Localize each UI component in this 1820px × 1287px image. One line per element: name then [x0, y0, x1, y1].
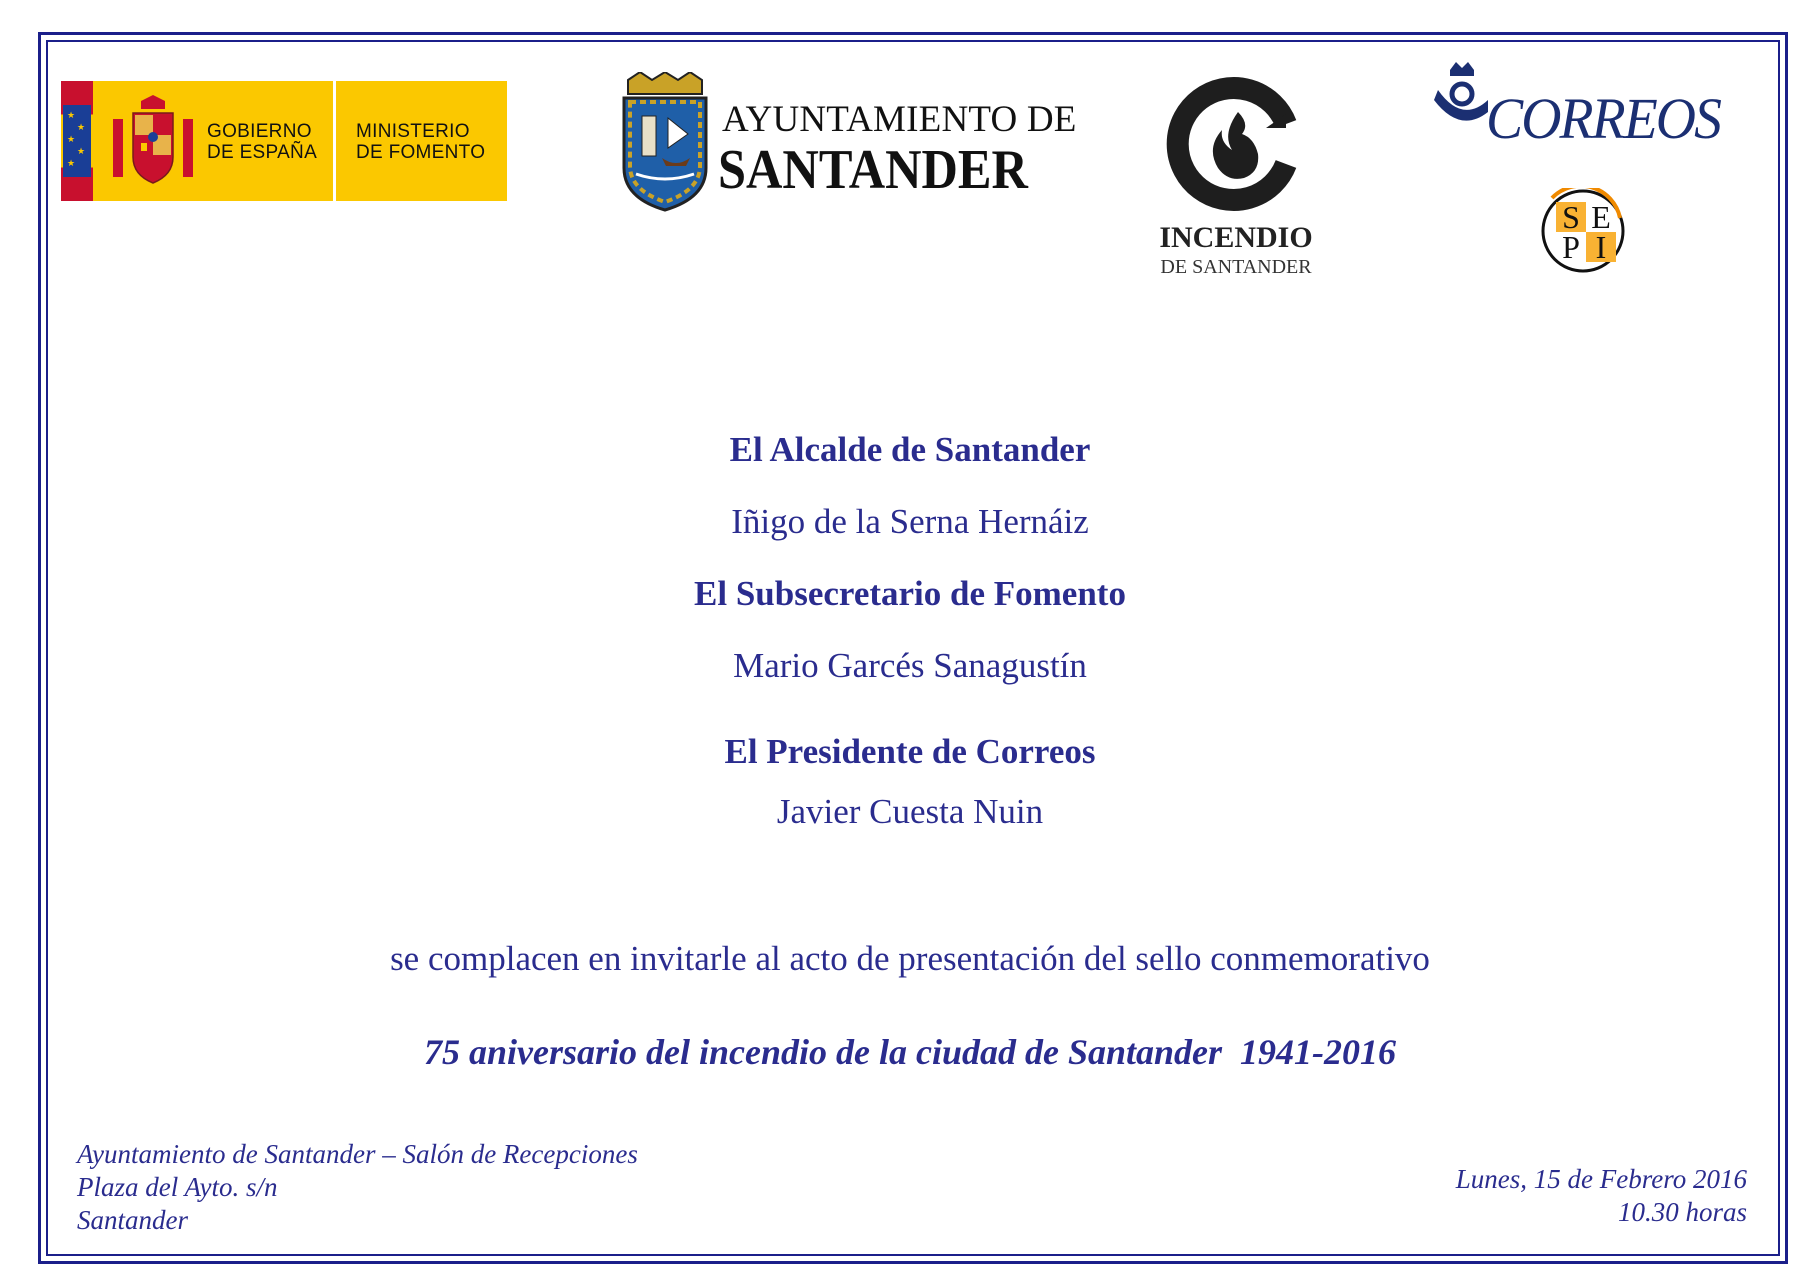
host-name-subsecretario: Mario Garcés Sanagustín: [733, 646, 1087, 685]
venue-block: [77, 1138, 638, 1237]
santander-text: SANTANDER: [718, 139, 1028, 201]
sepi-letter-e: E: [1591, 199, 1611, 235]
ministerio-text: MINISTERIO DE FOMENTO: [356, 121, 486, 163]
sepi-letter-s: S: [1562, 199, 1580, 235]
ayuntamiento-text: AYUNTAMIENTO DE: [722, 99, 1077, 140]
logo-divider: [333, 81, 336, 201]
incendio-text: INCENDIO: [1159, 221, 1313, 254]
host-title-presidente: El Presidente de Correos: [724, 732, 1096, 771]
de-santander-text: DE SANTANDER: [1160, 256, 1312, 278]
event-date: Lunes, 15 de Febrero 2016: [1455, 1164, 1747, 1194]
datetime-block: [1456, 1163, 1747, 1229]
event-time: 10.30 horas: [1617, 1197, 1747, 1227]
spain-coat-of-arms-icon: [111, 95, 195, 189]
santander-coat-of-arms-icon: [618, 72, 712, 212]
host-title-subsecretario: El Subsecretario de Fomento: [694, 574, 1126, 613]
host-name-presidente: Javier Cuesta Nuin: [776, 792, 1044, 831]
ayuntamiento-santander-logo: [618, 72, 1077, 212]
incendio-santander-logo: [1146, 68, 1326, 284]
invitation-text: se complacen en invitarle al acto de presentación del sello conmemorativo: [390, 939, 1430, 978]
eu-stars-icon: ★ ★ ★ ★ ★: [63, 105, 91, 177]
gobierno-text: GOBIERNO DE ESPAÑA: [207, 121, 318, 163]
host-title-alcalde: El Alcalde de Santander: [729, 430, 1091, 469]
venue-line-2: Plaza del Ayto. s/n: [77, 1172, 278, 1202]
venue-line-1: Ayuntamiento de Santander – Salón de Recepciones: [77, 1139, 638, 1169]
anniversary-title: 75 aniversario del incendio de la ciudad de Santander 1941-2016: [424, 1032, 1396, 1072]
correos-logo: [1432, 60, 1742, 156]
sepi-letter-i: I: [1595, 229, 1607, 265]
correos-text: CORREOS: [1486, 86, 1720, 151]
flame-circle-icon: [1162, 68, 1310, 216]
venue-line-3: Santander: [77, 1205, 188, 1235]
host-name-alcalde: Iñigo de la Serna Hernáiz: [731, 502, 1089, 541]
gobierno-espana-logo: [61, 81, 507, 201]
sepi-logo: [1540, 188, 1626, 274]
sepi-letter-p: P: [1562, 229, 1580, 265]
